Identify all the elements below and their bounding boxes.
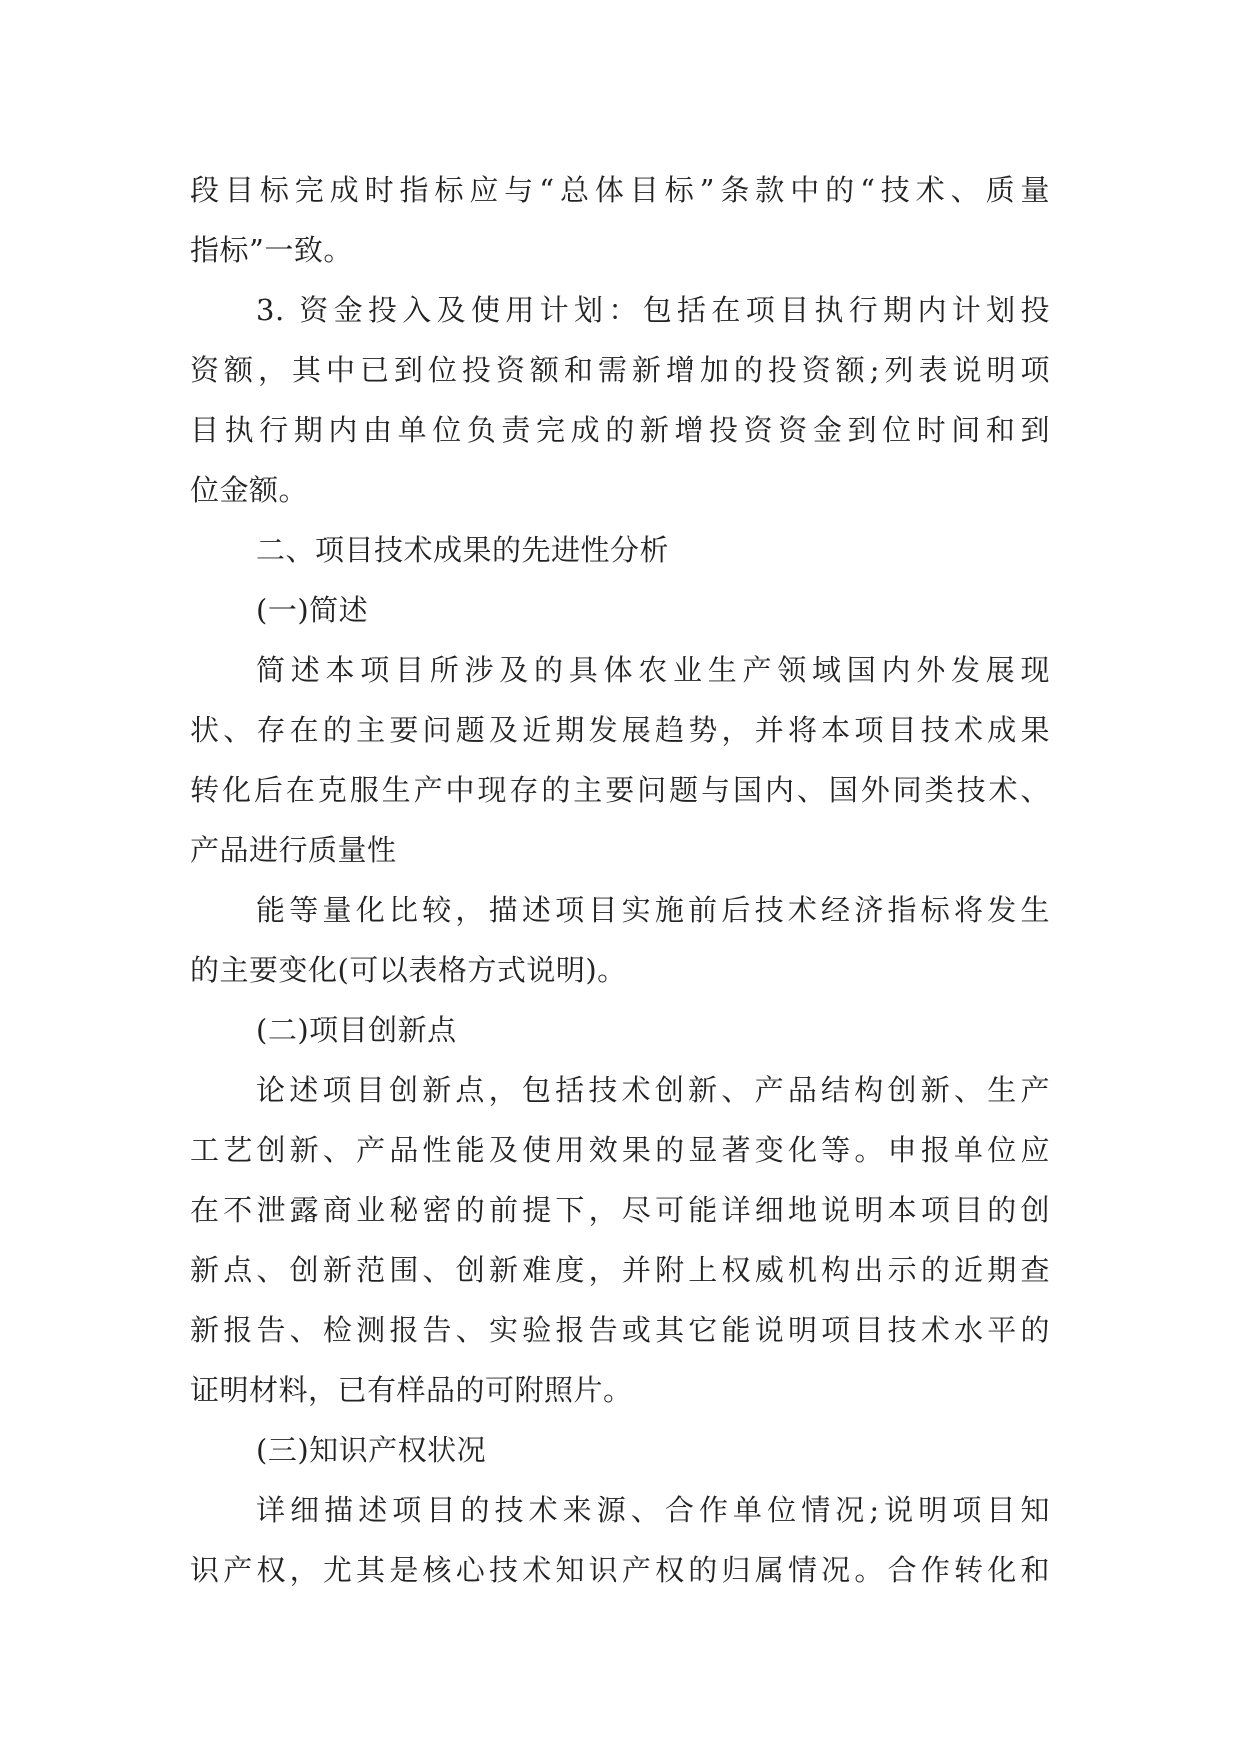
text-line: 转化后在克服生产中现存的主要问题与国内、国外同类技术、 [190, 773, 1050, 807]
section-heading: 二、项目技术成果的先进性分析 [256, 533, 670, 567]
paragraph-line: 能等量化比较，描述项目实施前后技术经济指标将发生 [256, 893, 1050, 927]
text-line: 证明材料，已有样品的可附照片。 [190, 1373, 633, 1407]
text-line: 工艺创新、产品性能及使用效果的显著变化等。申报单位应 [190, 1133, 1050, 1167]
text-line: 目执行期内由单位负责完成的新增投资资金到位时间和到 [190, 413, 1050, 447]
numbered-paragraph-line: 3. 资金投入及使用计划：包括在项目执行期内计划投 [256, 293, 1050, 327]
subsection-heading: (三)知识产权状况 [256, 1433, 487, 1467]
text-line: 位金额。 [190, 473, 309, 507]
paragraph-line: 详细描述项目的技术来源、合作单位情况;说明项目知 [256, 1493, 1050, 1527]
text-line: 产品进行质量性 [190, 833, 397, 867]
text-line: 识产权，尤其是核心技术知识产权的归属情况。合作转化和 [190, 1553, 1050, 1587]
document-body [190, 160, 1050, 1600]
subsection-heading: (二)项目创新点 [256, 1013, 457, 1047]
text-line: 状、存在的主要问题及近期发展趋势，并将本项目技术成果 [190, 713, 1050, 747]
text-line: 新报告、检测报告、实验报告或其它能说明项目技术水平的 [190, 1313, 1050, 1347]
subsection-heading: (一)简述 [256, 593, 369, 627]
paragraph-line: 简述本项目所涉及的具体农业生产领域国内外发展现 [256, 653, 1050, 687]
text-line: 新点、创新范围、创新难度，并附上权威机构出示的近期查 [190, 1253, 1050, 1287]
text-line: 在不泄露商业秘密的前提下，尽可能详细地说明本项目的创 [190, 1193, 1050, 1227]
text-line: 段目标完成时指标应与“总体目标”条款中的“技术、质量 [190, 173, 1050, 207]
paragraph-line: 论述项目创新点，包括技术创新、产品结构创新、生产 [256, 1073, 1050, 1107]
text-line: 的主要变化(可以表格方式说明)。 [190, 953, 627, 987]
text-line: 资额，其中已到位投资额和需新增加的投资额;列表说明项 [190, 353, 1050, 387]
text-line: 指标”一致。 [190, 233, 353, 267]
